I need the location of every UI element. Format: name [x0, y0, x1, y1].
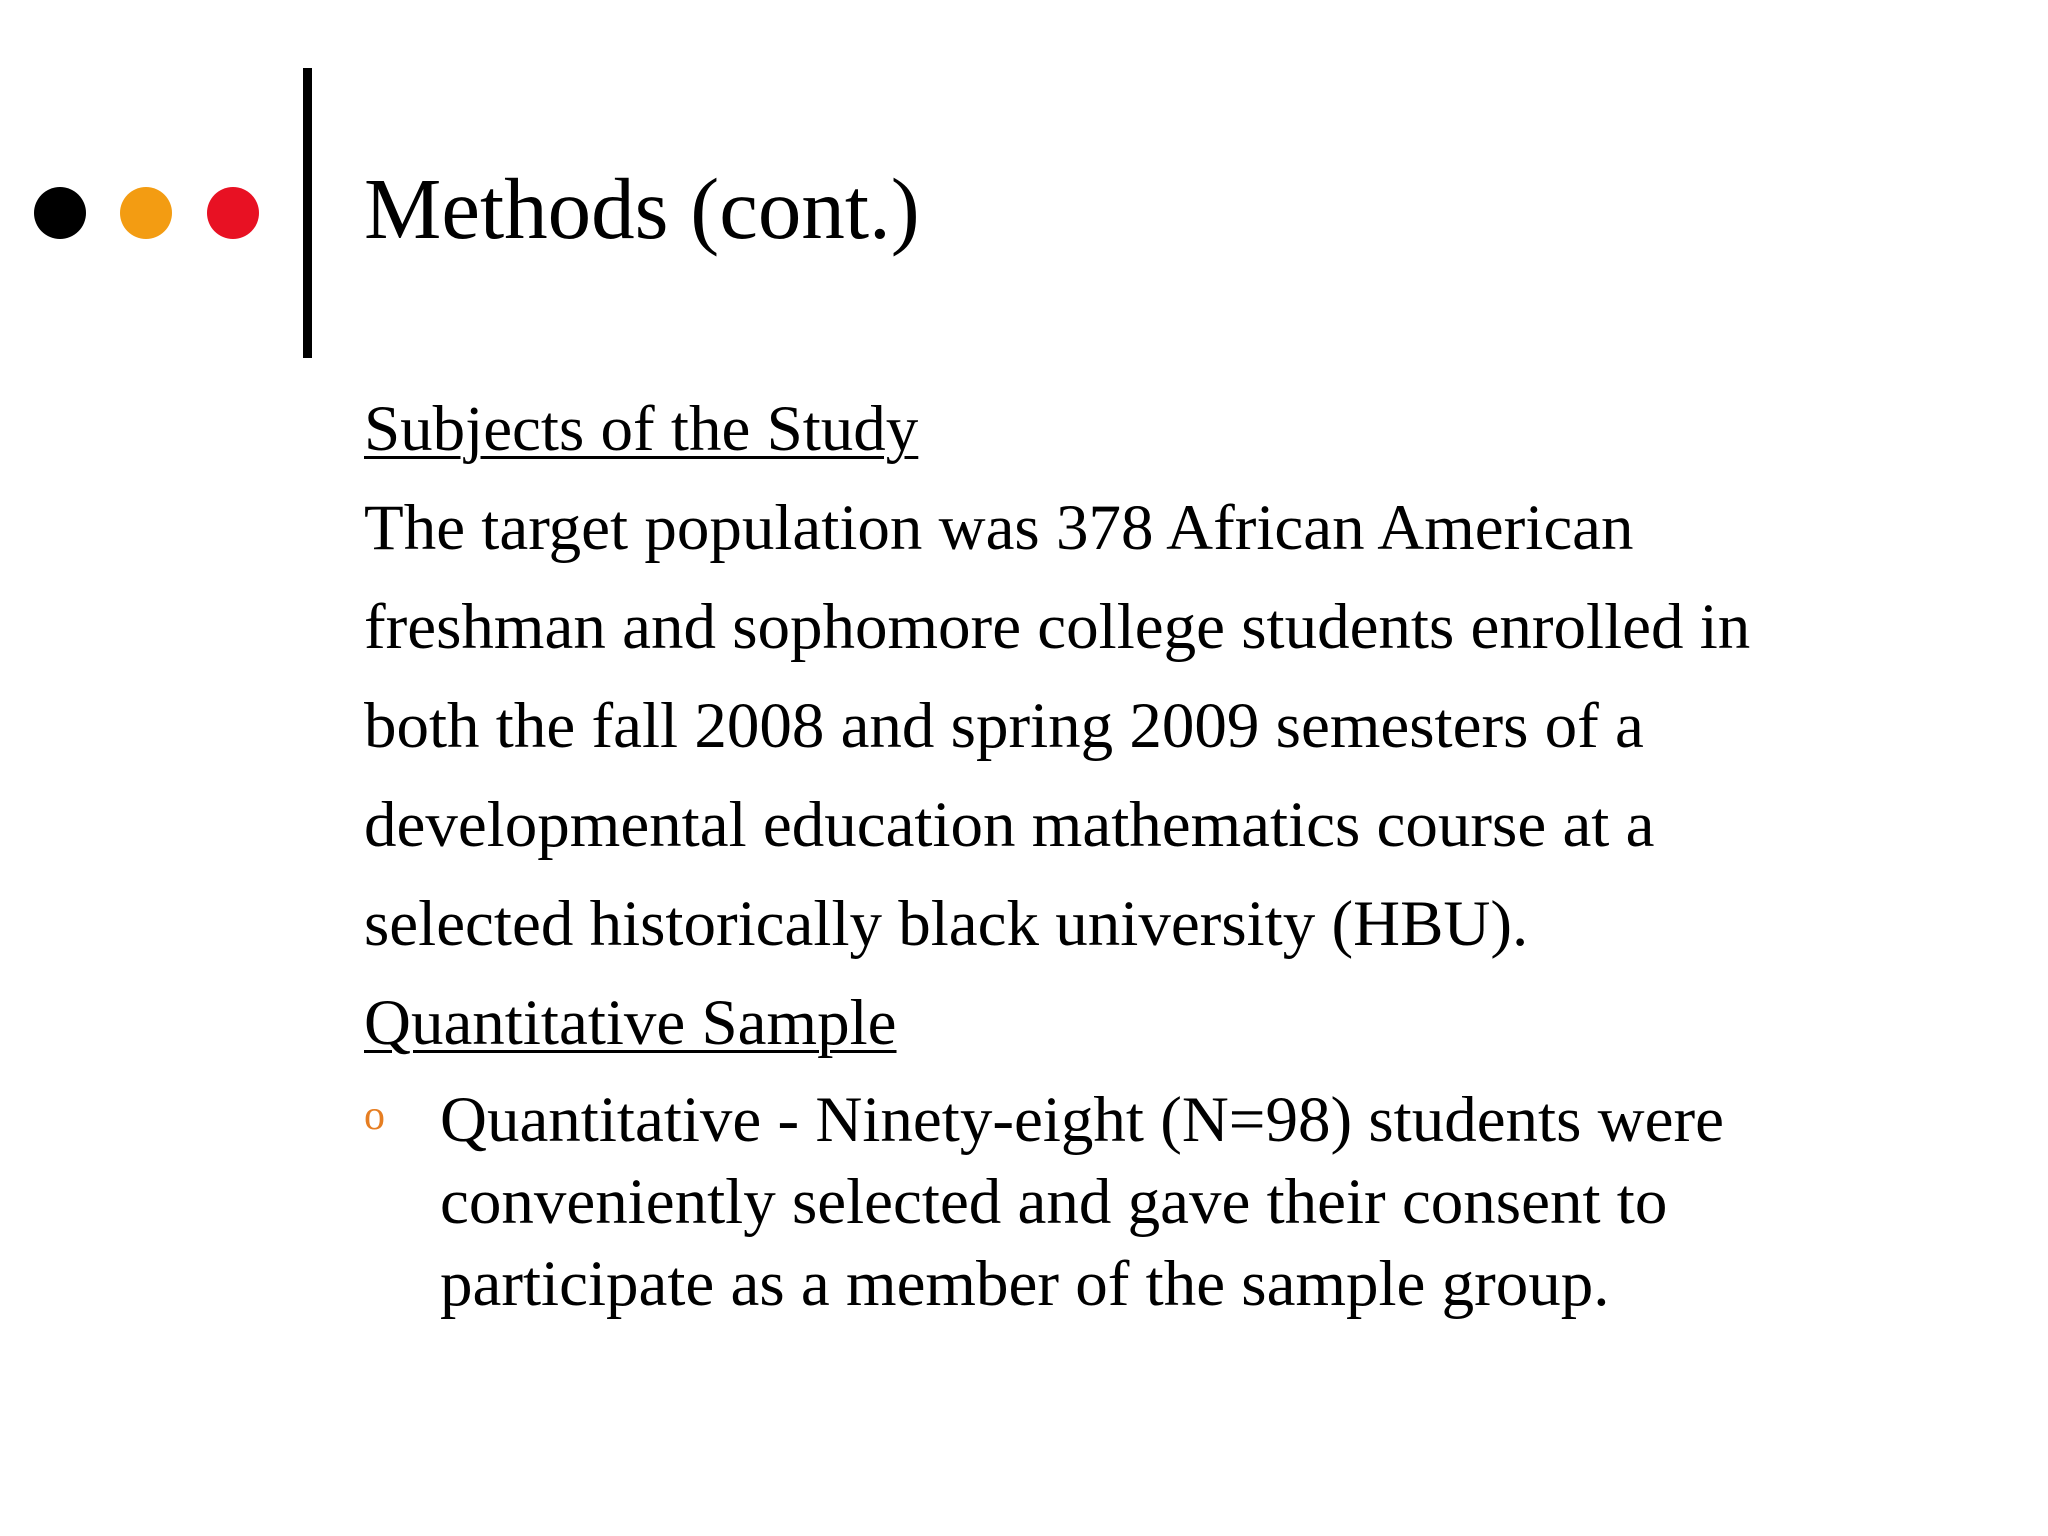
paragraph-line: The target population was 378 African American [364, 492, 1634, 564]
red-dot [207, 187, 259, 239]
paragraph-line: selected historically black university (HBU). [364, 888, 1529, 960]
title-divider [303, 68, 312, 358]
orange-dot [120, 187, 172, 239]
bullet-item [364, 1079, 1924, 1325]
bullet-line: participate as a member of the sample group. [440, 1248, 1610, 1320]
paragraph-line: freshman and sophomore college students enrolled in [364, 591, 1751, 663]
bullet-line: Quantitative - Ninety-eight (N=98) students were [440, 1084, 1724, 1156]
decorative-dots [0, 0, 300, 300]
bullet-marker-icon: o [364, 1093, 385, 1139]
bullet-line: conveniently selected and gave their consent to [440, 1166, 1668, 1238]
quantitative-sample-heading: Quantitative Sample [364, 987, 897, 1059]
subjects-paragraph [364, 479, 1924, 974]
slide-title: Methods (cont.) [364, 160, 920, 257]
bullet-text [440, 1079, 1924, 1325]
paragraph-line: developmental education mathematics course at a [364, 789, 1655, 861]
subjects-heading: Subjects of the Study [364, 393, 919, 465]
slide-body [364, 380, 1924, 1325]
paragraph-line: both the fall 2008 and spring 2009 semesters of a [364, 690, 1644, 762]
black-dot [34, 187, 86, 239]
